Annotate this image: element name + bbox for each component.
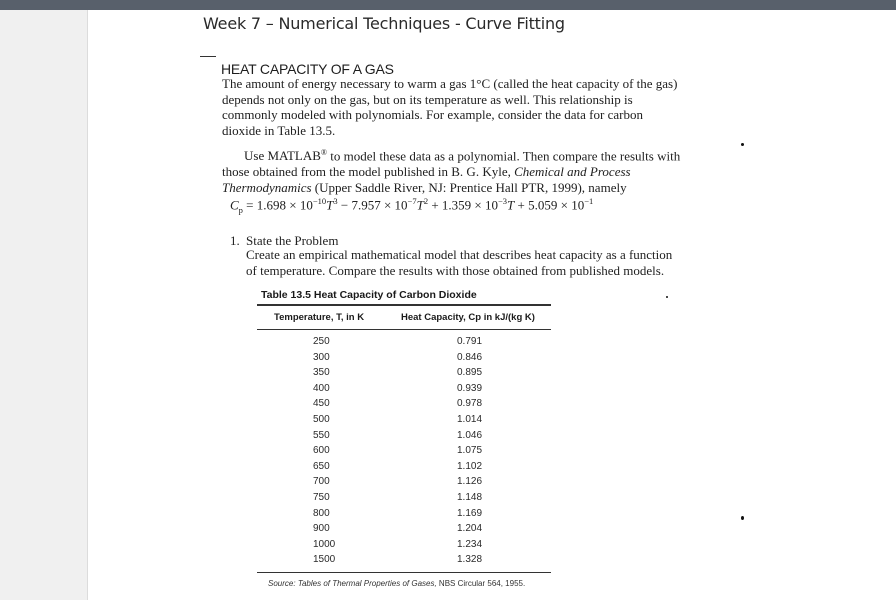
eq-pow-1: 3 <box>333 196 338 206</box>
heat-capacity-cell: 1.014 <box>457 413 483 425</box>
eq-exp-1: −10 <box>312 196 327 206</box>
eq-exp-4: −1 <box>584 196 594 206</box>
scan-speck <box>741 143 744 146</box>
left-gutter <box>0 10 87 600</box>
eq-t-2: T <box>416 197 424 213</box>
heat-capacity-cell: 1.234 <box>457 538 483 550</box>
heat-capacity-cell: 0.978 <box>457 398 483 410</box>
matlab-text-c: (Upper Saddle River, NJ: Prentice Hall PTR, 1999), namely <box>311 179 627 195</box>
heat-capacity-cell: 0.895 <box>457 367 483 379</box>
table-caption: Table 13.5 Heat Capacity of Carbon Dioxide <box>261 289 477 301</box>
temperature-cell: 400 <box>313 382 330 394</box>
source-label: Source: <box>268 579 296 588</box>
section-title: HEAT CAPACITY OF A GAS <box>221 61 394 77</box>
heat-capacity-cell: 1.126 <box>457 476 483 488</box>
eq-coef-2: − 7.957 × 10 <box>337 197 408 213</box>
temperature-cell: 350 <box>313 367 330 379</box>
eq-coef-3: + 1.359 × 10 <box>428 197 498 213</box>
temperature-cell: 800 <box>313 507 330 519</box>
table-row <box>257 523 551 539</box>
table-row <box>257 554 551 570</box>
eq-exp-2: −7 <box>407 196 417 206</box>
eq-coef-1: = 1.698 × 10 <box>246 197 313 213</box>
table-row <box>257 336 551 352</box>
table-row <box>257 445 551 461</box>
temperature-cell: 750 <box>313 491 330 503</box>
table-rule-bottom <box>257 572 551 573</box>
temperature-cell: 900 <box>313 523 330 535</box>
temperature-cell: 300 <box>313 351 330 363</box>
heat-capacity-cell: 1.328 <box>457 554 483 566</box>
title-dash <box>200 56 216 57</box>
table-source <box>268 579 525 588</box>
table-row <box>257 398 551 414</box>
temperature-cell: 700 <box>313 476 330 488</box>
source-rest: NBS Circular 564, 1955. <box>436 579 526 588</box>
eq-lhs-sub: p <box>238 204 243 215</box>
temperature-cell: 650 <box>313 460 330 472</box>
temperature-cell: 550 <box>313 429 330 441</box>
table-row <box>257 461 551 477</box>
temperature-cell: 600 <box>313 445 330 457</box>
matlab-text-a: Use MATLAB <box>244 148 321 164</box>
eq-coef-4: + 5.059 × 10 <box>514 197 585 213</box>
step-number: 1. <box>230 233 240 248</box>
table-row <box>257 352 551 368</box>
eq-lhs: C <box>230 197 239 213</box>
table-row <box>257 430 551 446</box>
heat-capacity-cell: 1.204 <box>457 523 483 535</box>
column-header-temperature: Temperature, T, in K <box>274 312 365 323</box>
table-row <box>257 414 551 430</box>
table-body <box>257 336 551 570</box>
heat-capacity-cell: 1.148 <box>457 491 483 503</box>
table-rule-mid <box>257 329 551 330</box>
heat-capacity-cell: 1.075 <box>457 445 483 457</box>
eq-exp-3: −3 <box>498 196 508 206</box>
table-row <box>257 539 551 555</box>
table-row <box>257 476 551 492</box>
heat-capacity-cell: 1.102 <box>457 460 483 472</box>
matlab-text-b: to model these data as a polynomial. Then compare the results with those obtained from the model published in B. G. Kyle, <box>222 148 681 179</box>
heat-capacity-cell: 0.791 <box>457 336 483 347</box>
temperature-cell: 1500 <box>313 554 336 566</box>
eq-pow-2: 2 <box>423 196 429 206</box>
page-title: Week 7 – Numerical Techniques - Curve Fitting <box>203 14 565 33</box>
temperature-cell: 500 <box>313 413 330 425</box>
top-bar <box>0 0 896 10</box>
temperature-cell: 1000 <box>313 538 336 550</box>
intro-paragraph <box>222 76 684 138</box>
temperature-cell: 250 <box>313 336 330 347</box>
heat-capacity-cell: 0.939 <box>457 382 483 394</box>
table-rule-top <box>257 304 551 306</box>
step-title: State the Problem <box>246 233 339 248</box>
column-header-heat-capacity: Heat Capacity, Cp in kJ/(kg K) <box>401 312 535 323</box>
scan-speck <box>741 516 744 520</box>
heat-capacity-cell: 0.846 <box>457 351 483 363</box>
intro-text: The amount of energy necessary to warm a gas 1°C (called the heat capacity of the gas) depends not only on the gas, but on its temperature as well. This relationship is commonly modeled with polynomials. For example, consider the data for carbon dioxide in Table 13.5. <box>222 76 678 138</box>
scan-speck <box>666 296 668 298</box>
table-row <box>257 492 551 508</box>
source-title: Tables of Thermal Properties of Gases, <box>297 579 437 588</box>
eq-t-1: T <box>326 197 334 213</box>
table-row <box>257 367 551 383</box>
table-row <box>257 383 551 399</box>
heat-capacity-cell: 1.169 <box>457 507 483 519</box>
matlab-paragraph: Use MATLAB® to model these data as a polynomial. Then compare the results with those obtained from the model published in B. G. Kyle, Chemical and Process Thermodynamics (Upper Saddle River, NJ: Prentice Hall PTR, 1999), namely <box>222 148 681 195</box>
heat-capacity-cell: 1.046 <box>457 429 483 441</box>
kyle-equation <box>230 196 593 215</box>
eq-t-3: T <box>507 197 515 213</box>
step-body: Create an empirical mathematical model that describes heat capacity as a function of temperature. Compare the results with those obtained from published models. <box>246 247 673 278</box>
table-row <box>257 508 551 524</box>
temperature-cell: 450 <box>313 398 330 410</box>
book-title: Chemical and Process Thermodynamics <box>222 163 631 195</box>
